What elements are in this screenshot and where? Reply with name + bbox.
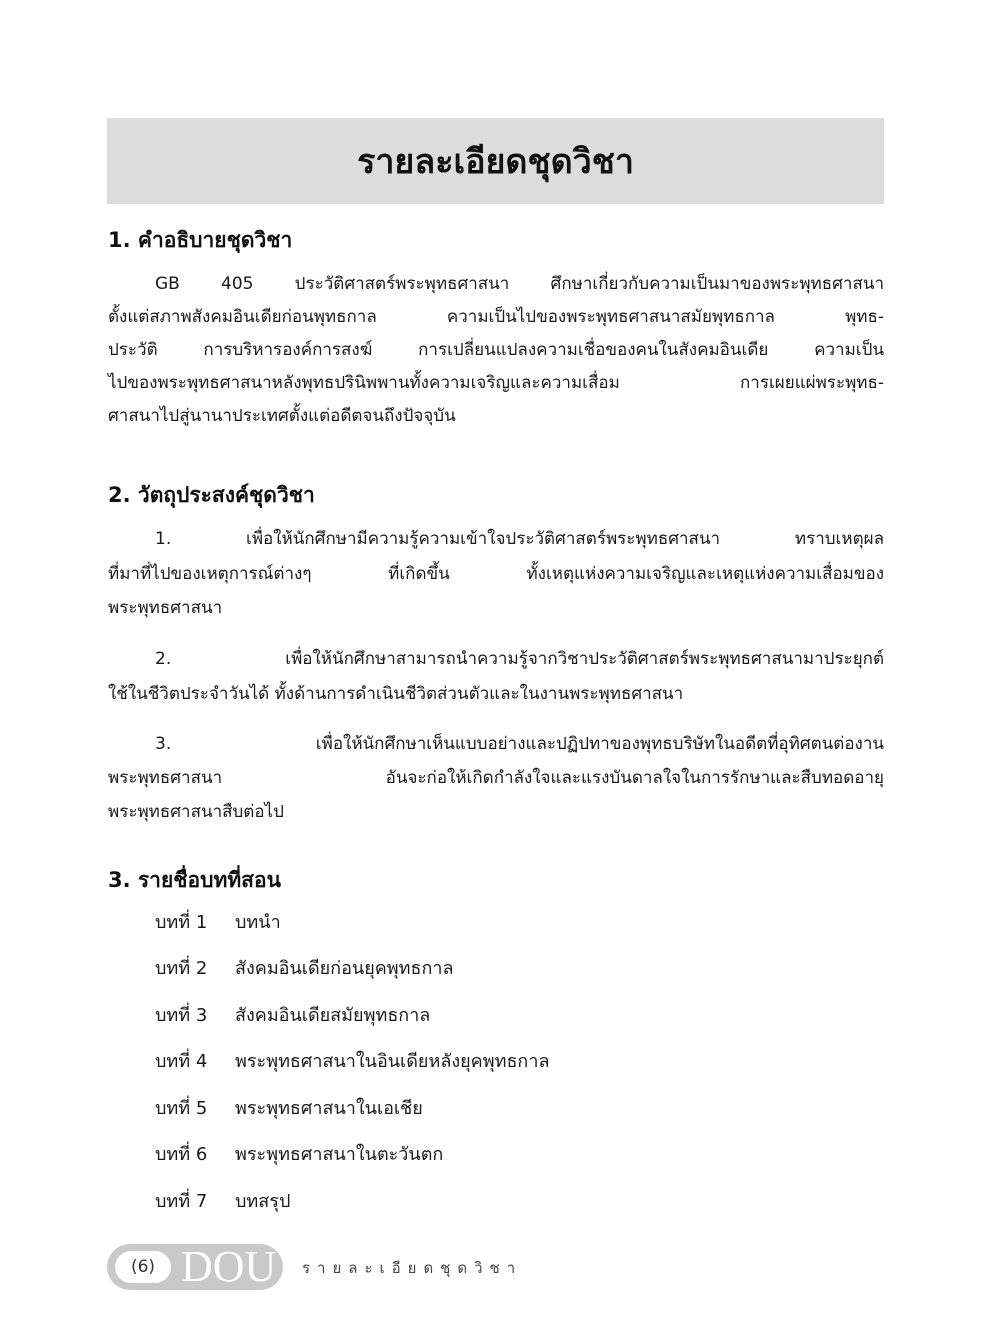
dou-logo: DOU xyxy=(181,1242,277,1291)
lesson-item xyxy=(155,1050,549,1074)
lesson-title: สังคมอินเดียสมัยพุทธกาล xyxy=(235,1005,431,1026)
lesson-title: บทนำ xyxy=(235,912,281,933)
lesson-item xyxy=(155,1097,423,1121)
lesson-number: บทที่ 6 xyxy=(155,1144,208,1165)
description-line: GB 405 ประวัติศาสตร์พระพุทธศาสนา ศึกษาเกี่ยวกับความเป็นมาของพระพุทธศาสนา xyxy=(155,274,884,294)
lesson-title: สังคมอินเดียก่อนยุคพุทธกาล xyxy=(235,958,454,979)
lesson-item xyxy=(155,1004,430,1028)
description-line: ประวัติ การบริหารองค์การสงฆ์ การเปลี่ยนแปลงความเชื่อของคนในสังคมอินเดีย ความเป็น xyxy=(108,340,884,360)
lesson-title: บทสรุป xyxy=(235,1191,291,1212)
page-number: (6) xyxy=(115,1251,171,1283)
lesson-title: พระพุทธศาสนาในอินเดียหลังยุคพุทธกาล xyxy=(235,1051,550,1072)
lesson-item xyxy=(155,911,281,935)
objective-line: ที่มาที่ไปของเหตุการณ์ต่างๆ ที่เกิดขึ้น ทั้งเหตุแห่งความเจริญและเหตุแห่งความเสื่อมของ xyxy=(108,564,884,584)
lesson-title: พระพุทธศาสนาในเอเชีย xyxy=(235,1098,423,1119)
lesson-item xyxy=(155,1190,290,1214)
footer-caption: รายละเอียดชุดวิชา xyxy=(302,1259,523,1277)
description-line: ไปของพระพุทธศาสนาหลังพุทธปรินิพพานทั้งความเจริญและความเสื่อม การเผยแผ่พระพุทธ- xyxy=(108,373,884,393)
description-line: ศาสนาไปสู่นานาประเทศตั้งแต่อดีตจนถึงปัจจุบัน xyxy=(108,406,456,426)
description-line: ตั้งแต่สภาพสังคมอินเดียก่อนพุทธกาล ความเป็นไปของพระพุทธศาสนาสมัยพุทธกาล พุทธ- xyxy=(108,307,884,327)
section-heading-objectives: 2. วัตถุประสงค์ชุดวิชา xyxy=(108,483,315,507)
objective-line: พระพุทธศาสนา xyxy=(108,598,223,618)
lesson-number: บทที่ 5 xyxy=(155,1098,208,1119)
section-heading-lessons: 3. รายชื่อบทที่สอน xyxy=(108,868,281,892)
lesson-number: บทที่ 1 xyxy=(155,912,208,933)
objective-line: ใช้ในชีวิตประจำวันได้ ทั้งด้านการดำเนินชีวิตส่วนตัวและในงานพระพุทธศาสนา xyxy=(108,684,684,704)
lesson-title: พระพุทธศาสนาในตะวันตก xyxy=(235,1144,444,1165)
objective-line: พระพุทธศาสนา อันจะก่อให้เกิดกำลังใจและแรงบันดาลใจในการรักษาและสืบทอดอายุ xyxy=(108,768,884,788)
lesson-number: บทที่ 2 xyxy=(155,958,208,979)
title-banner xyxy=(107,118,884,204)
footer-badge xyxy=(107,1244,283,1290)
objective-line: 2. เพื่อให้นักศึกษาสามารถนำความรู้จากวิชาประวัติศาสตร์พระพุทธศาสนามาประยุกต์ xyxy=(155,649,884,669)
lesson-item xyxy=(155,1143,443,1167)
lesson-number: บทที่ 3 xyxy=(155,1005,208,1026)
page-title: รายละเอียดชุดวิชา xyxy=(357,142,634,182)
lesson-item xyxy=(155,957,454,981)
objective-line: 3. เพื่อให้นักศึกษาเห็นแบบอย่างและปฏิปทาของพุทธบริษัทในอดีตที่อุทิศตนต่องาน xyxy=(155,734,884,754)
lesson-number: บทที่ 7 xyxy=(155,1191,208,1212)
objective-line: พระพุทธศาสนาสืบต่อไป xyxy=(108,802,284,822)
lesson-number: บทที่ 4 xyxy=(155,1051,208,1072)
objective-line: 1. เพื่อให้นักศึกษามีความรู้ความเข้าใจประวัติศาสตร์พระพุทธศาสนา ทราบเหตุผล xyxy=(155,529,884,549)
section-heading-description: 1. คำอธิบายชุดวิชา xyxy=(108,228,293,252)
